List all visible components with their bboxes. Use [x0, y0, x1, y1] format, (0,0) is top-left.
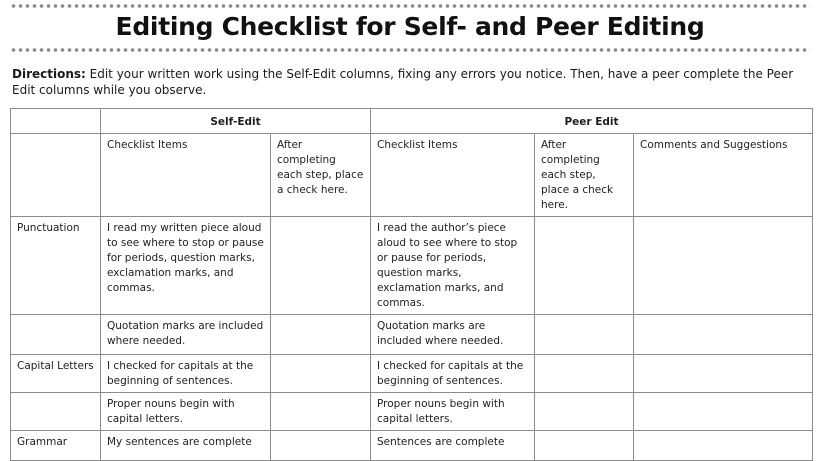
- table-row: [11, 355, 813, 393]
- self-check-cell[interactable]: [271, 315, 371, 355]
- directions-label: Directions:: [12, 67, 86, 81]
- self-checklist-item: I checked for capitals at the beginning of sentences.: [101, 355, 271, 393]
- comments-cell[interactable]: [634, 315, 813, 355]
- self-checklist-item: Quotation marks are included where needed.: [101, 315, 271, 355]
- row-category: Grammar: [11, 431, 101, 461]
- peer-check-header: After completing each step, place a check here.: [535, 134, 634, 217]
- peer-check-cell[interactable]: [535, 393, 634, 431]
- table-row: [11, 217, 813, 315]
- peer-checklist-items-header: Checklist Items: [371, 134, 535, 217]
- page-title: Editing Checklist for Self- and Peer Editing: [115, 12, 705, 41]
- row-category: [11, 315, 101, 355]
- self-check-header: After completing each step, place a check here.: [271, 134, 371, 217]
- top-dotted-rule: [10, 4, 810, 8]
- self-checklist-item: My sentences are complete: [101, 431, 271, 461]
- table-row: [11, 393, 813, 431]
- corner-cell: [11, 109, 101, 134]
- self-check-cell[interactable]: [271, 393, 371, 431]
- comments-cell[interactable]: [634, 431, 813, 461]
- row-category: Punctuation: [11, 217, 101, 315]
- peer-checklist-item: Sentences are complete: [371, 431, 535, 461]
- self-edit-group-header: Self-Edit: [101, 109, 371, 134]
- category-header-cell: [11, 134, 101, 217]
- self-check-cell[interactable]: [271, 355, 371, 393]
- peer-checklist-item: I read the author’s piece aloud to see where to stop or pause for periods, question marks, exclamation marks, and commas.: [371, 217, 535, 315]
- table-row: [11, 431, 813, 461]
- self-check-cell[interactable]: [271, 431, 371, 461]
- table-column-header-row: [11, 134, 813, 217]
- self-check-cell[interactable]: [271, 217, 371, 315]
- peer-checklist-item: Quotation marks are included where needed.: [371, 315, 535, 355]
- peer-edit-group-header: Peer Edit: [371, 109, 813, 134]
- peer-checklist-item: Proper nouns begin with capital letters.: [371, 393, 535, 431]
- comments-cell[interactable]: [634, 355, 813, 393]
- peer-checklist-item: I checked for capitals at the beginning of sentences.: [371, 355, 535, 393]
- comments-cell[interactable]: [634, 393, 813, 431]
- peer-check-cell[interactable]: [535, 315, 634, 355]
- self-checklist-item: I read my written piece aloud to see where to stop or pause for periods, question marks, exclamation marks, and commas.: [101, 217, 271, 315]
- directions-text: Edit your written work using the Self-Edit columns, fixing any errors you notice. Then, have a peer complete the Peer Edit columns while you observe.: [12, 67, 794, 97]
- row-category: [11, 393, 101, 431]
- peer-check-cell[interactable]: [535, 217, 634, 315]
- table-row: [11, 315, 813, 355]
- self-checklist-item: Proper nouns begin with capital letters.: [101, 393, 271, 431]
- peer-check-cell[interactable]: [535, 355, 634, 393]
- peer-check-cell[interactable]: [535, 431, 634, 461]
- comments-cell[interactable]: [634, 217, 813, 315]
- comments-header: Comments and Suggestions: [634, 134, 813, 217]
- table-group-header-row: [11, 109, 813, 134]
- self-checklist-items-header: Checklist Items: [101, 134, 271, 217]
- bottom-dotted-rule: [10, 48, 810, 52]
- editing-checklist-table: [10, 108, 813, 461]
- directions: [12, 66, 812, 98]
- row-category: Capital Letters: [11, 355, 101, 393]
